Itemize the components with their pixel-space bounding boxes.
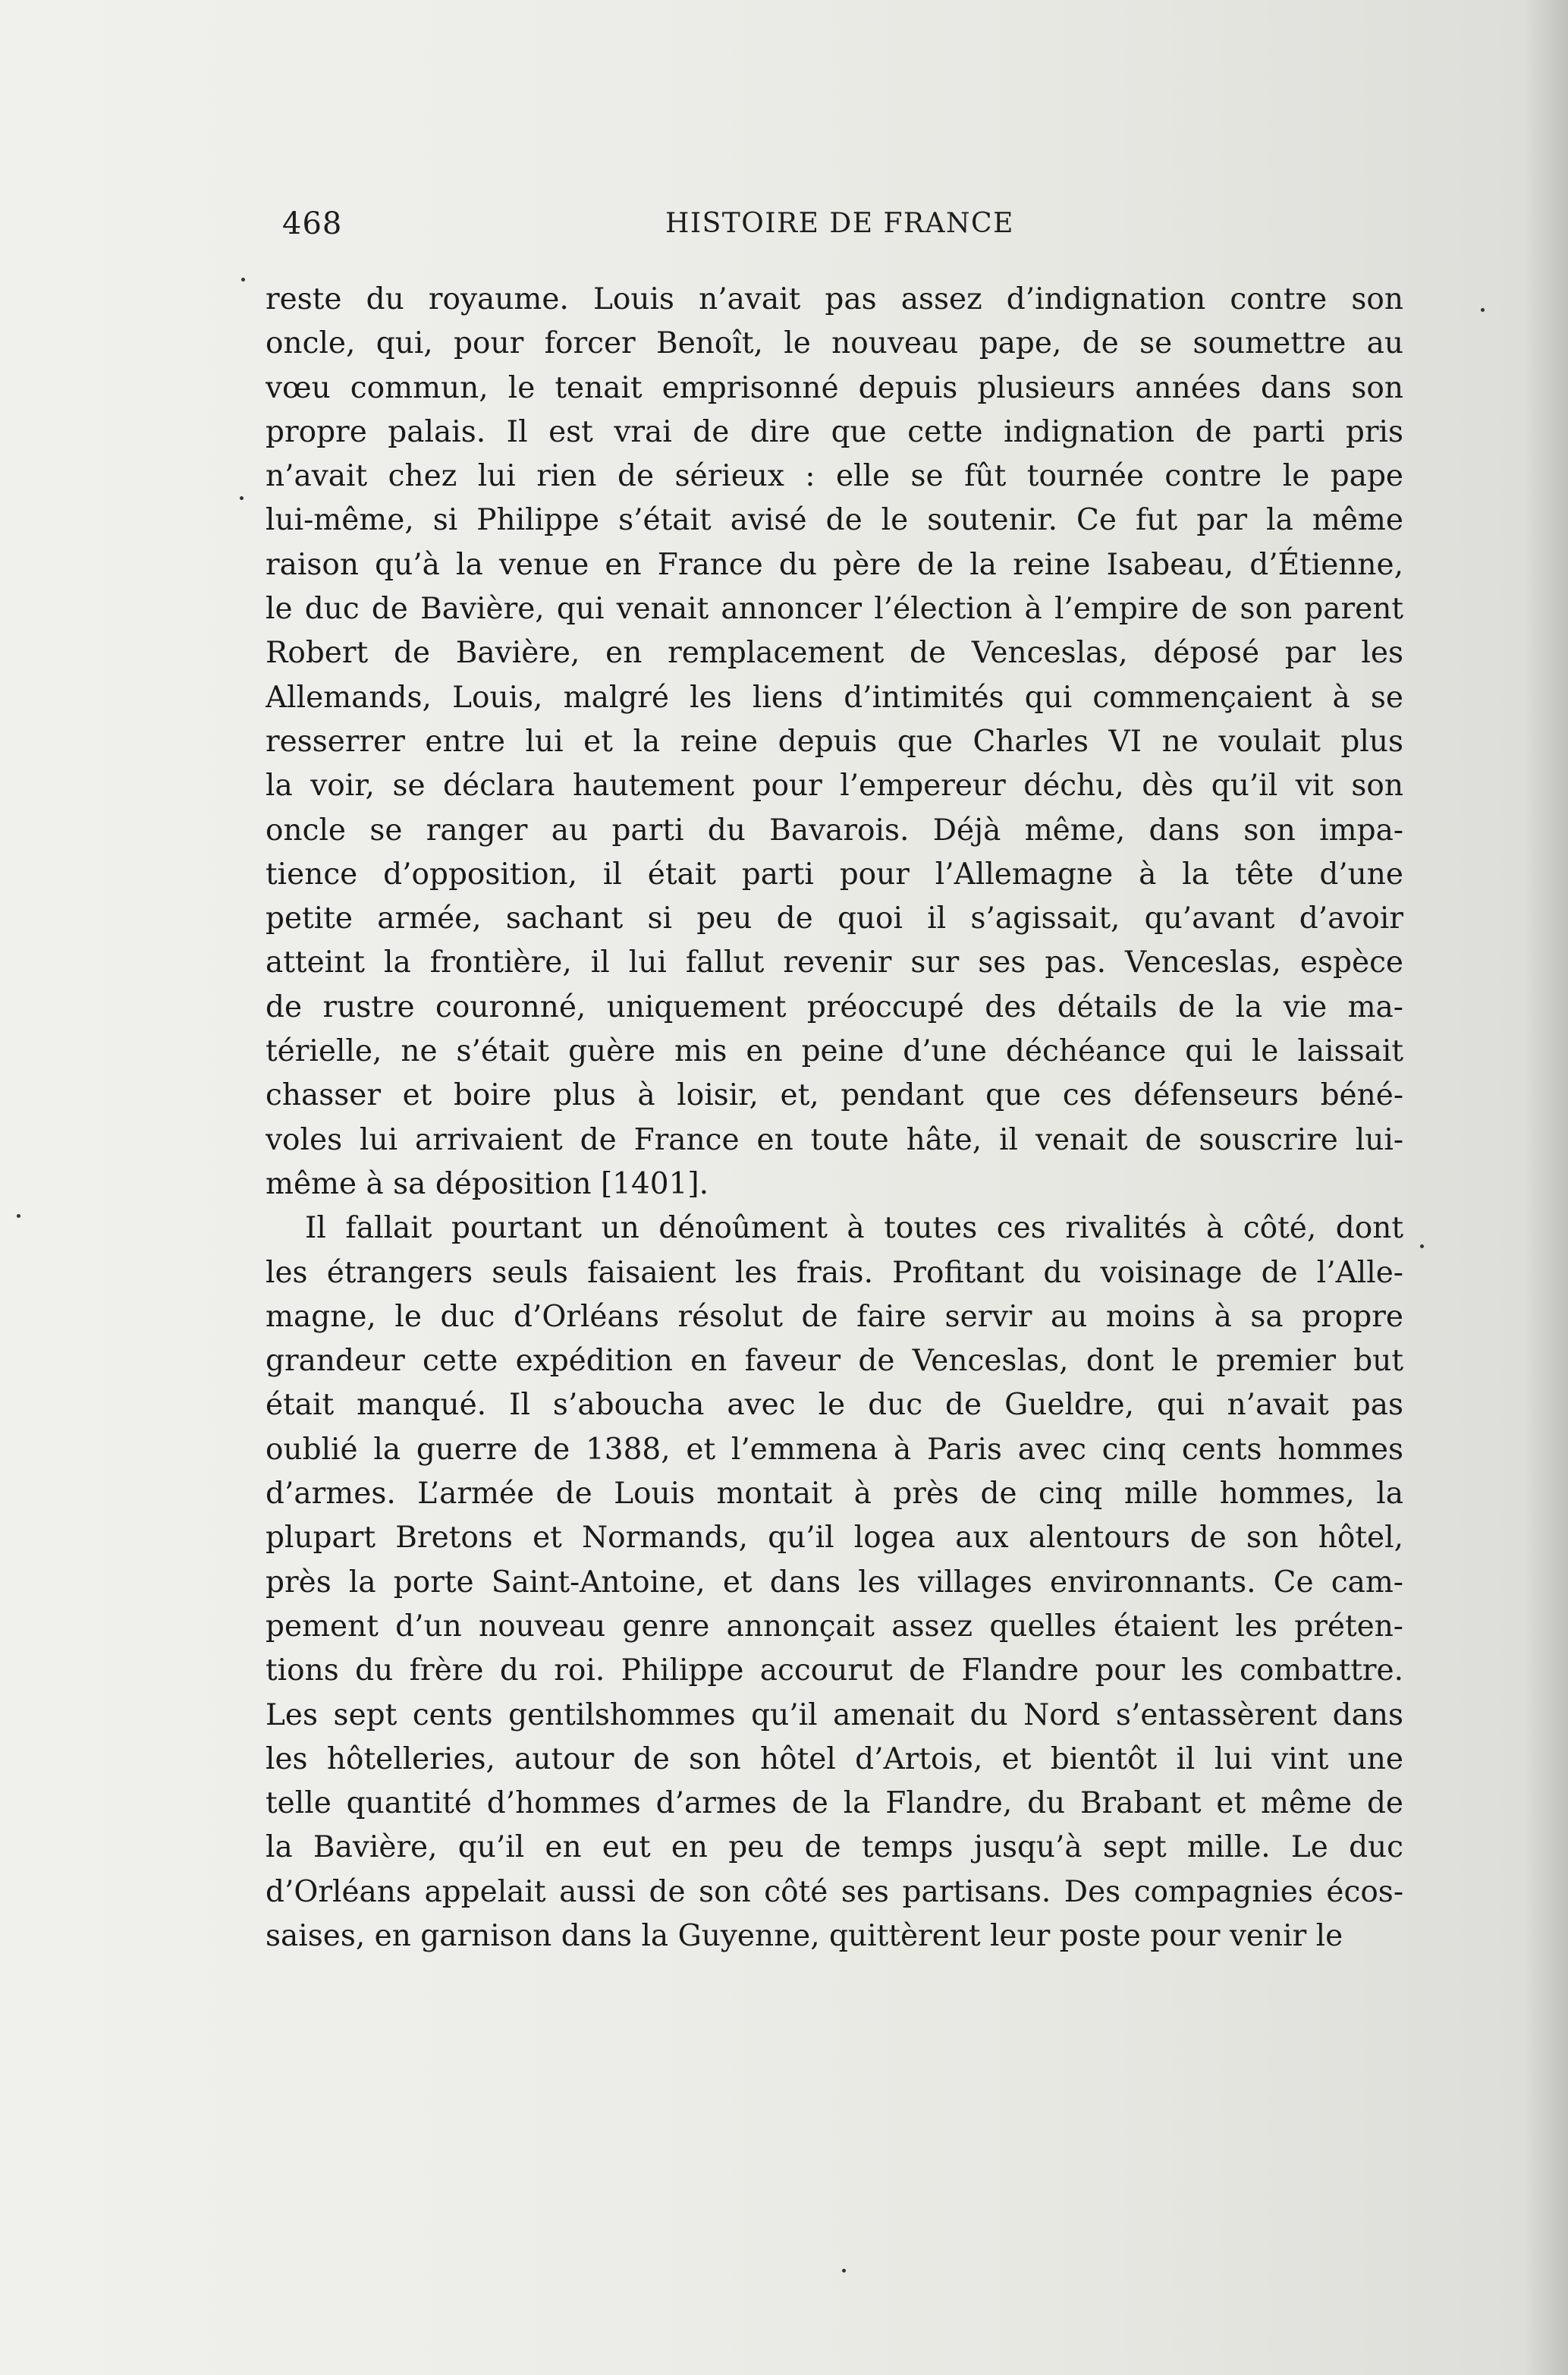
text-line: magne, le duc d’Orléans résolut de faire servir au moins à sa propre: [266, 1299, 1403, 1334]
text-line: atteint la frontière, il lui fallut revenir sur ses pas. Venceslas, espèce: [266, 945, 1403, 980]
running-title: HISTOIRE DE FRANCE: [665, 208, 1014, 239]
text-line: plupart Bretons et Normands, qu’il logea aux alentours de son hôtel,: [266, 1521, 1403, 1556]
text-line: Il fallait pourtant un dénoûment à toutes ces rivalités à côté, dont: [305, 1211, 1403, 1246]
print-speck: [17, 1214, 20, 1218]
text-line: lui-même, si Philippe s’était avisé de le soutenir. Ce fut par la même: [266, 503, 1403, 538]
print-speck: [241, 278, 245, 282]
text-line: n’avait chez lui rien de sérieux : elle se fût tournée contre le pape: [266, 459, 1403, 494]
body-text: [266, 278, 1403, 1958]
text-line: reste du royaume. Louis n’avait pas assez d’indignation contre son: [266, 282, 1403, 316]
text-line: la voir, se déclara hautement pour l’empereur déchu, dès qu’il vit son: [266, 769, 1403, 804]
text-line: chasser et boire plus à loisir, et, pendant que ces défenseurs béné-: [266, 1078, 1403, 1113]
text-line: oublié la guerre de 1388, et l’emmena à Paris avec cinq cents hommes: [266, 1432, 1403, 1467]
text-line: vœu commun, le tenait emprisonné depuis plusieurs années dans son: [266, 370, 1403, 405]
text-line: pement d’un nouveau genre annonçait assez quelles étaient les préten-: [266, 1609, 1403, 1644]
text-line: le duc de Bavière, qui venait annoncer l’élection à l’empire de son parent: [266, 592, 1403, 627]
text-line: petite armée, sachant si peu de quoi il s’agissait, qu’avant d’avoir: [266, 901, 1403, 936]
text-line: la Bavière, qu’il en eut en peu de temps jusqu’à sept mille. Le duc: [266, 1830, 1403, 1865]
text-line: Robert de Bavière, en remplacement de Venceslas, déposé par les: [266, 636, 1403, 671]
text-line: était manqué. Il s’aboucha avec le duc de Gueldre, qui n’avait pas: [266, 1388, 1403, 1423]
text-line: saises, en garnison dans la Guyenne, quittèrent leur poste pour venir le: [266, 1918, 1343, 1953]
text-line: même à sa déposition [1401].: [266, 1166, 709, 1201]
text-line: telle quantité d’hommes d’armes de la Flandre, du Brabant et même de: [266, 1786, 1403, 1821]
text-line: Allemands, Louis, malgré les liens d’intimités qui commençaient à se: [266, 680, 1403, 715]
text-line: d’armes. L’armée de Louis montait à près de cinq mille hommes, la: [266, 1477, 1403, 1512]
text-line: d’Orléans appelait aussi de son côté ses partisans. Des compagnies écos-: [266, 1874, 1403, 1909]
text-line: tions du frère du roi. Philippe accourut de Flandre pour les combattre.: [266, 1653, 1403, 1688]
text-line: Les sept cents gentilshommes qu’il amenait du Nord s’entassèrent dans: [266, 1697, 1403, 1732]
text-line: grandeur cette expédition en faveur de Venceslas, dont le premier but: [266, 1344, 1403, 1379]
text-line: raison qu’à la venue en France du père de la reine Isabeau, d’Étienne,: [266, 547, 1403, 582]
text-line: oncle, qui, pour forcer Benoît, le nouveau pape, de se soumettre au: [266, 326, 1403, 361]
print-speck: [1420, 1244, 1424, 1248]
text-line: de rustre couronné, uniquement préoccupé des détails de la vie ma-: [266, 989, 1403, 1024]
text-line: resserrer entre lui et la reine depuis que Charles VI ne voulait plus: [266, 724, 1403, 759]
text-line: térielle, ne s’était guère mis en peine d’une déchéance qui le laissait: [266, 1034, 1403, 1069]
text-line: les étrangers seuls faisaient les frais. Profitant du voisinage de l’Alle-: [266, 1255, 1403, 1290]
print-speck: [842, 2269, 846, 2273]
text-line: près la porte Saint-Antoine, et dans les villages environnants. Ce cam-: [266, 1565, 1403, 1600]
text-line: oncle se ranger au parti du Bavarois. Déjà même, dans son impa-: [266, 813, 1403, 848]
print-speck: [1481, 308, 1485, 312]
running-head: [282, 206, 1026, 252]
text-line: propre palais. Il est vrai de dire que cette indignation de parti pris: [266, 414, 1403, 449]
text-line: tience d’opposition, il était parti pour l’Allemagne à la tête d’une: [266, 857, 1403, 892]
page-number: 468: [282, 206, 343, 241]
text-line: voles lui arrivaient de France en toute hâte, il venait de souscrire lui-: [266, 1122, 1403, 1157]
print-speck: [240, 496, 244, 500]
page-edge-shadow: [1522, 0, 1568, 2375]
text-line: les hôtelleries, autour de son hôtel d’Artois, et bientôt il lui vint une: [266, 1741, 1403, 1776]
